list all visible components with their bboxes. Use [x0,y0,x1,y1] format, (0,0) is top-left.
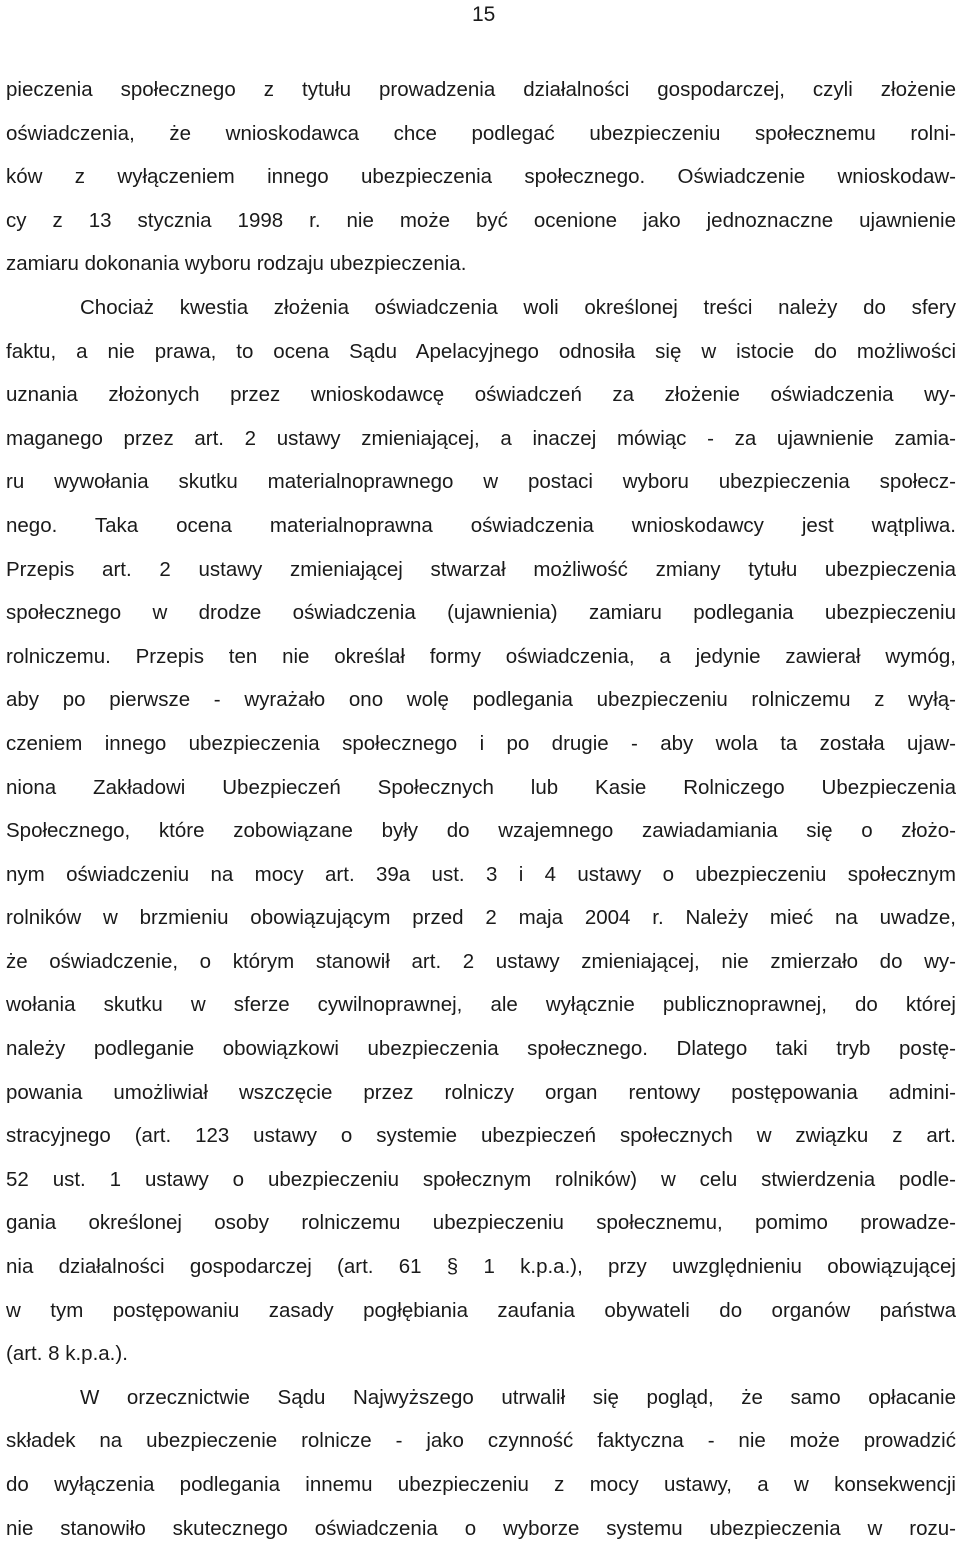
text-line: należy podleganie obowiązkowi ubezpieczenia społecznego. Dlatego taki tryb postę- [6,1037,956,1061]
text-line: 52 ust. 1 ustawy o ubezpieczeniu społecznym rolników) w celu stwierdzenia podle- [6,1167,956,1191]
text-line: (art. 8 k.p.a.). [6,1342,128,1366]
text-line: wołania skutku w sferze cywilnoprawnej, ale wyłącznie publicznoprawnej, do której [6,993,956,1017]
text-line: maganego przez art. 2 ustawy zmieniającej, a inaczej mówiąc - za ujawnienie zamia- [6,426,956,450]
text-line: niona Zakładowi Ubezpieczeń Społecznych lub Kasie Rolniczego Ubezpieczenia [6,775,956,799]
text-line: składek na ubezpieczenie rolnicze - jako czynność faktyczna - nie może prowadzić [6,1429,956,1453]
text-line: rolniczemu. Przepis ten nie określał formy oświadczenia, a jedynie zawierał wymóg, [6,644,956,668]
text-line: ków z wyłączeniem innego ubezpieczenia społecznego. Oświadczenie wnioskodaw- [6,165,956,189]
text-line: aby po pierwsze - wyrażało ono wolę podlegania ubezpieczeniu rolniczemu z wyłą- [6,688,956,712]
text-line: Społecznego, które zobowiązane były do wzajemnego zawiadamiania się o złożo- [6,819,956,843]
text-line: społecznego w drodze oświadczenia (ujawnienia) zamiaru podlegania ubezpieczeniu [6,601,956,625]
text-line: w tym postępowaniu zasady pogłębiania zaufania obywateli do organów państwa [6,1298,956,1322]
document-body [6,68,956,1550]
text-line: stracyjnego (art. 123 ustawy o systemie ubezpieczeń społecznych w związku z art. [6,1124,956,1148]
text-line: W orzecznictwie Sądu Najwyższego utrwalił się pogląd, że samo opłacanie [80,1385,956,1409]
text-line: uznania złożonych przez wnioskodawcę oświadczeń za złożenie oświadczenia wy- [6,383,956,407]
text-line: że oświadczenie, o którym stanowił art. 2 ustawy zmieniającej, nie zmierzało do wy- [6,949,956,973]
text-line: faktu, a nie prawa, to ocena Sądu Apelacyjnego odnosiła się w istocie do możliwości [6,339,956,363]
text-line: zamiaru dokonania wyboru rodzaju ubezpieczenia. [6,252,467,276]
text-line: Przepis art. 2 ustawy zmieniającej stwarzał możliwość zmiany tytułu ubezpieczenia [6,557,956,581]
text-line: ru wywołania skutku materialnoprawnego w postaci wyboru ubezpieczenia społecz- [6,470,956,494]
text-line: nia działalności gospodarczej (art. 61 § 1 k.p.a.), przy uwzględnieniu obowiązującej [6,1255,956,1279]
text-line: nym oświadczeniu na mocy art. 39a ust. 3 i 4 ustawy o ubezpieczeniu społecznym [6,862,956,886]
text-line: gania określonej osoby rolniczemu ubezpieczeniu społecznemu, pomimo prowadze- [6,1211,956,1235]
text-line: do wyłączenia podlegania innemu ubezpieczeniu z mocy ustawy, a w konsekwencji [6,1473,956,1496]
page-number: 15 [472,3,496,26]
text-line: powania umożliwiał wszczęcie przez rolniczy organ rentowy postępowania admini- [6,1080,956,1104]
text-line: nie stanowiło skutecznego oświadczenia o wyborze systemu ubezpieczenia w rozu- [6,1516,956,1540]
text-line: czeniem innego ubezpieczenia społecznego i po drugie - aby wola ta została ujaw- [6,731,956,755]
text-line: pieczenia społecznego z tytułu prowadzenia działalności gospodarczej, czyli złożenie [6,78,956,101]
text-line: cy z 13 stycznia 1998 r. nie może być ocenione jako jednoznaczne ujawnienie [6,208,956,232]
text-line: rolników w brzmieniu obowiązującym przed 2 maja 2004 r. Należy mieć na uwadze, [6,906,956,930]
text-line: Chociaż kwestia złożenia oświadczenia woli określonej treści należy do sfery [80,295,956,319]
text-line: nego. Taka ocena materialnoprawna oświadczenia wnioskodawcy jest wątpliwa. [6,513,956,537]
text-line: oświadczenia, że wnioskodawca chce podlegać ubezpieczeniu społecznemu rolni- [6,121,956,145]
